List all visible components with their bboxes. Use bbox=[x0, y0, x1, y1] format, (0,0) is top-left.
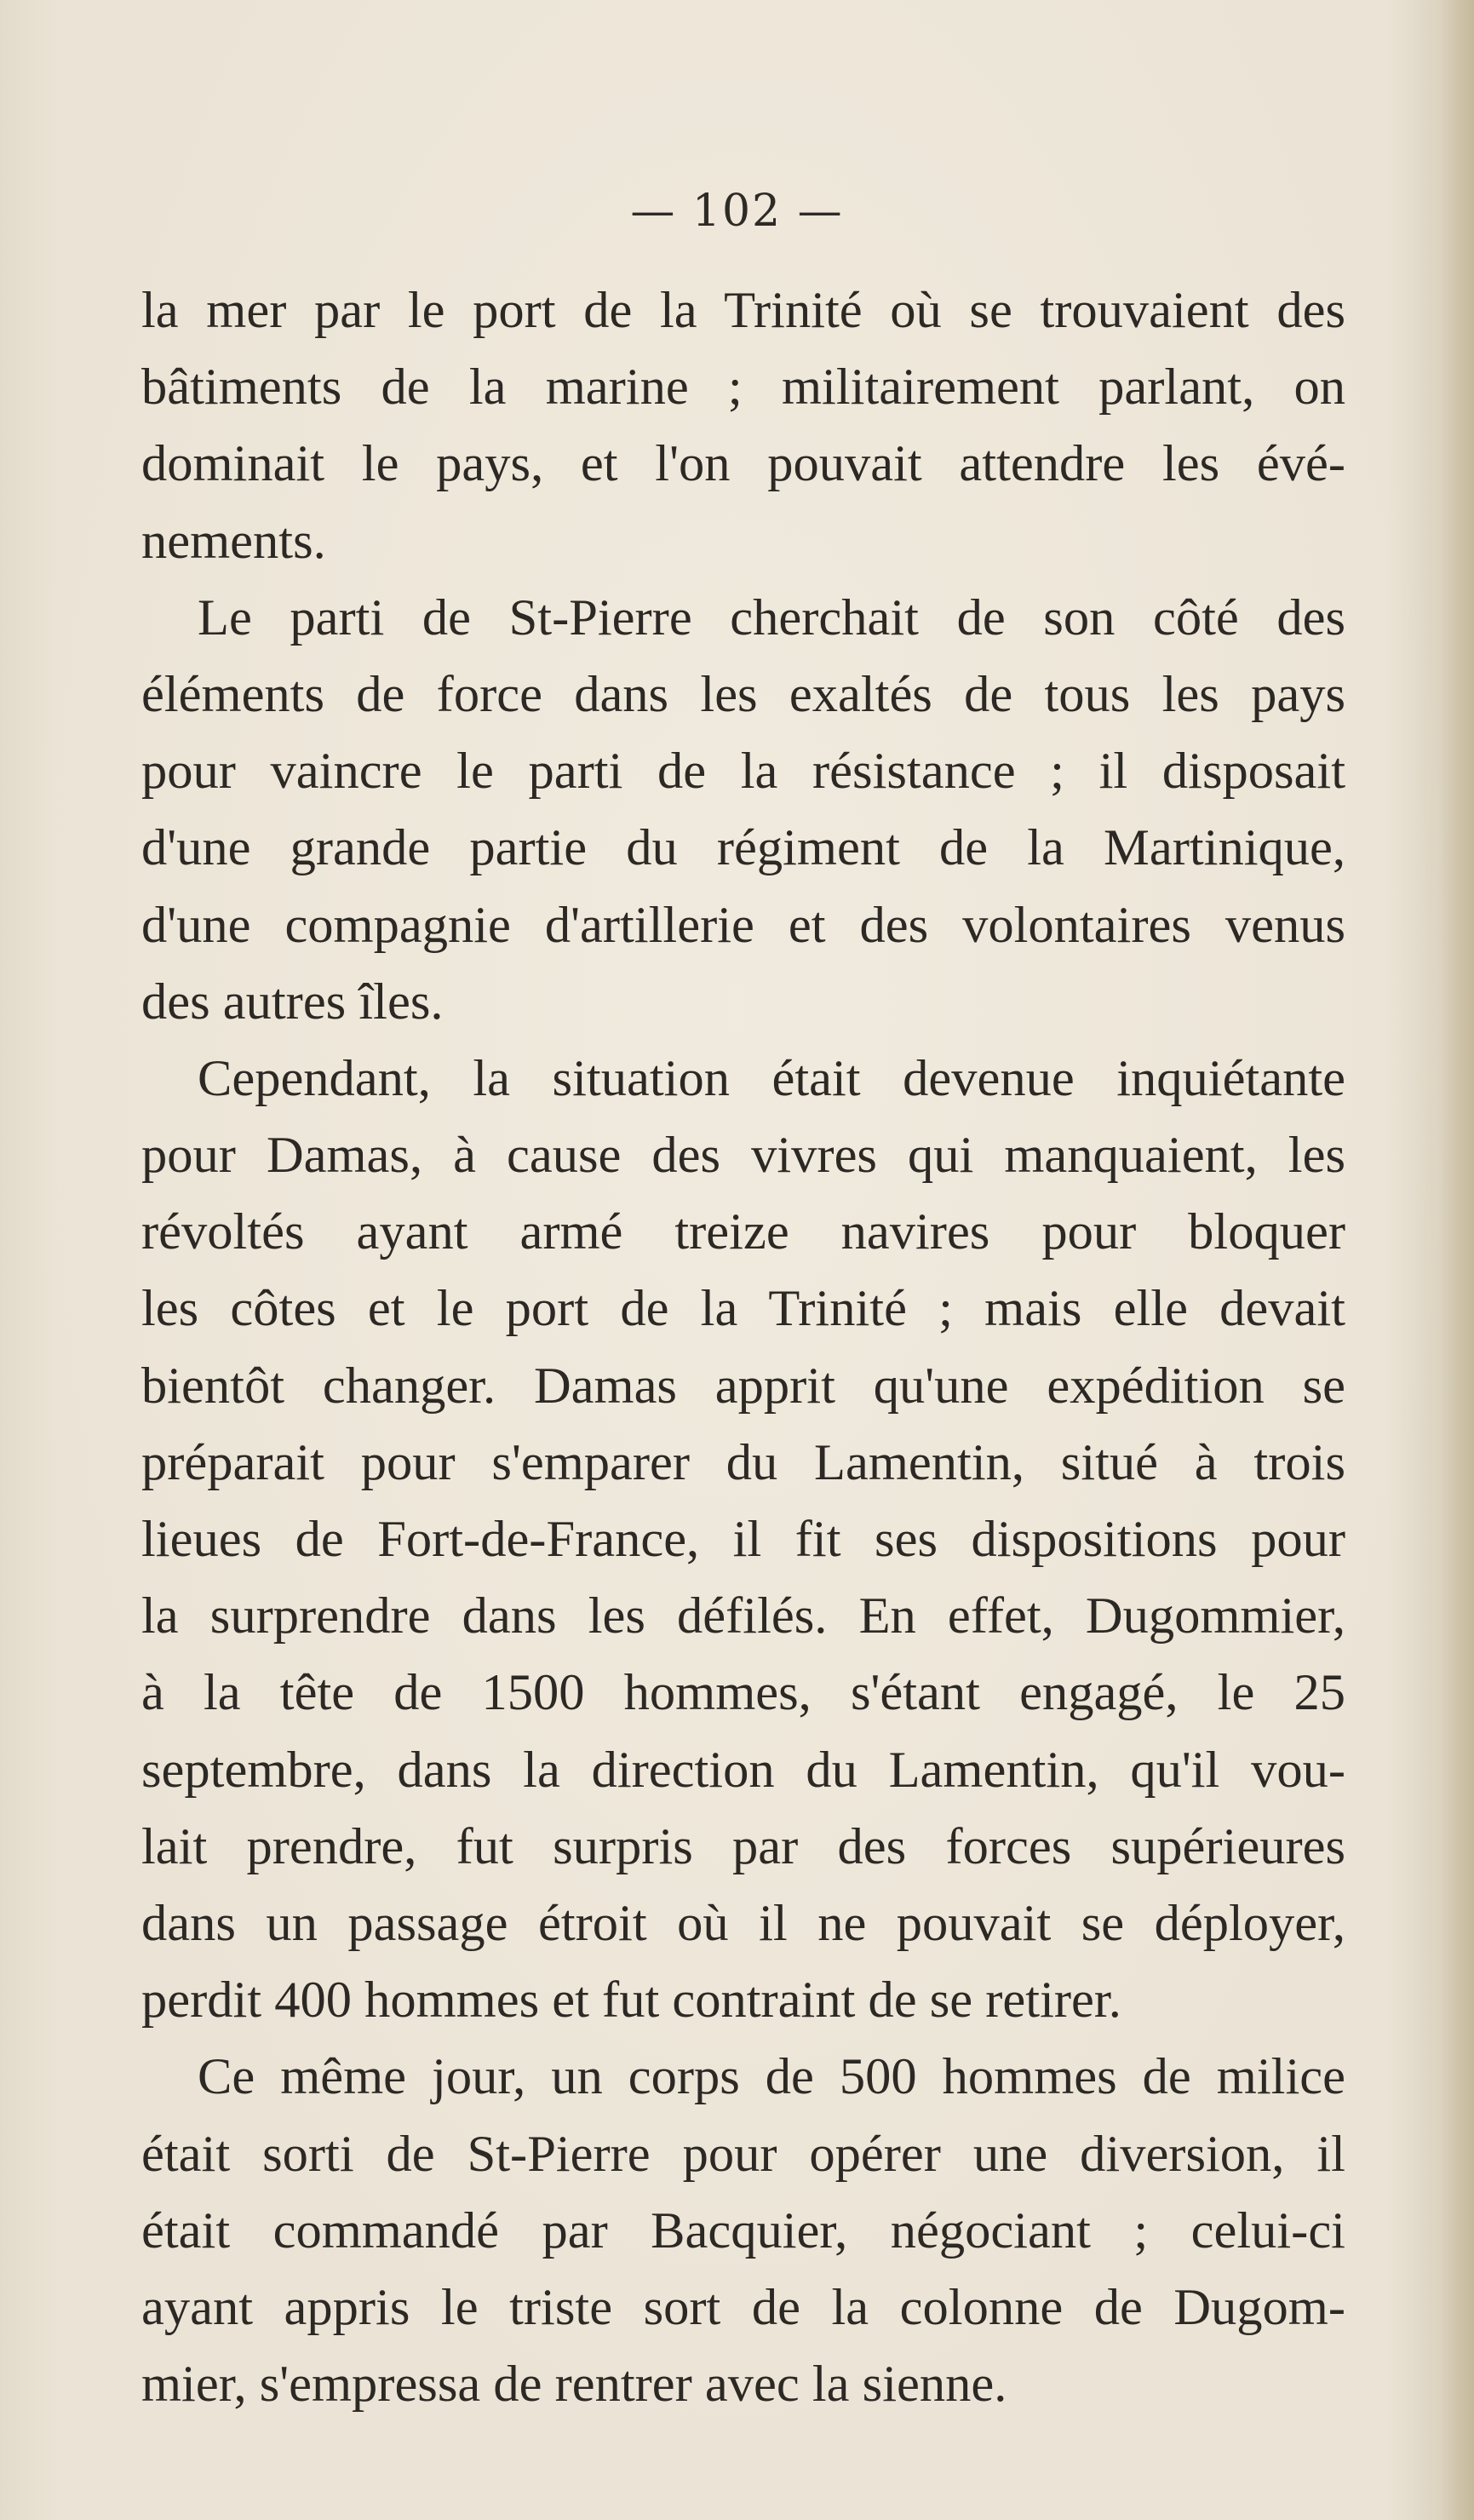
text-line: bâtiments de la marine ; militairement parlant, on bbox=[141, 359, 1345, 416]
text-line: était commandé par Bacquier, négociant ; celui-ci bbox=[141, 2201, 1345, 2259]
text-line: la surprendre dans les défilés. En effet, Dugommier, bbox=[141, 1587, 1345, 1645]
page-number: — 102 — bbox=[630, 186, 844, 237]
text-line: à la tête de 1500 hommes, s'étant engagé, le 25 bbox=[141, 1664, 1345, 1722]
text-line: éléments de force dans les exaltés de tous les pays bbox=[141, 665, 1345, 723]
text-line: Cependant, la situation était devenue inquiétante bbox=[198, 1049, 1345, 1107]
body-text bbox=[141, 273, 1345, 2423]
text-line: dominait le pays, et l'on pouvait attendre les évé- bbox=[141, 435, 1345, 493]
text-line: Le parti de St-Pierre cherchait de son côté des bbox=[198, 588, 1345, 646]
text-line: pour Damas, à cause des vivres qui manquaient, les bbox=[141, 1127, 1345, 1185]
text-line: révoltés ayant armé treize navires pour bloquer bbox=[141, 1203, 1345, 1261]
text-line: Ce même jour, un corps de 500 hommes de milice bbox=[198, 2048, 1345, 2106]
text-line: d'une grande partie du régiment de la Martinique, bbox=[141, 819, 1345, 877]
text-line: pour vaincre le parti de la résistance ; il disposait bbox=[141, 743, 1345, 801]
text-line: mier, s'empressa de rentrer avec la sienne. bbox=[141, 2356, 1007, 2414]
text-line: d'une compagnie d'artillerie et des volontaires venus bbox=[141, 896, 1345, 954]
text-line: lieues de Fort-de-France, il fit ses dispositions pour bbox=[141, 1511, 1345, 1568]
text-line: les côtes et le port de la Trinité ; mais elle devait bbox=[141, 1280, 1345, 1338]
text-line: des autres îles. bbox=[141, 973, 444, 1030]
text-line: nements. bbox=[141, 512, 326, 570]
text-line: préparait pour s'emparer du Lamentin, situé à trois bbox=[141, 1433, 1345, 1491]
text-line: bientôt changer. Damas apprit qu'une expédition se bbox=[141, 1357, 1345, 1415]
text-line: lait prendre, fut surpris par des forces supérieures bbox=[141, 1817, 1345, 1875]
text-line: la mer par le port de la Trinité où se trouvaient des bbox=[141, 282, 1345, 339]
text-line: septembre, dans la direction du Lamentin, qu'il vou- bbox=[141, 1741, 1345, 1799]
text-line: ayant appris le triste sort de la colonne de Dugom- bbox=[141, 2278, 1345, 2336]
text-line: dans un passage étroit où il ne pouvait se déployer, bbox=[141, 1894, 1345, 1952]
page-edge-shadow bbox=[1440, 0, 1474, 2520]
text-line: perdit 400 hommes et fut contraint de se retirer. bbox=[141, 1972, 1121, 2029]
text-line: était sorti de St-Pierre pour opérer une diversion, il bbox=[141, 2125, 1345, 2183]
